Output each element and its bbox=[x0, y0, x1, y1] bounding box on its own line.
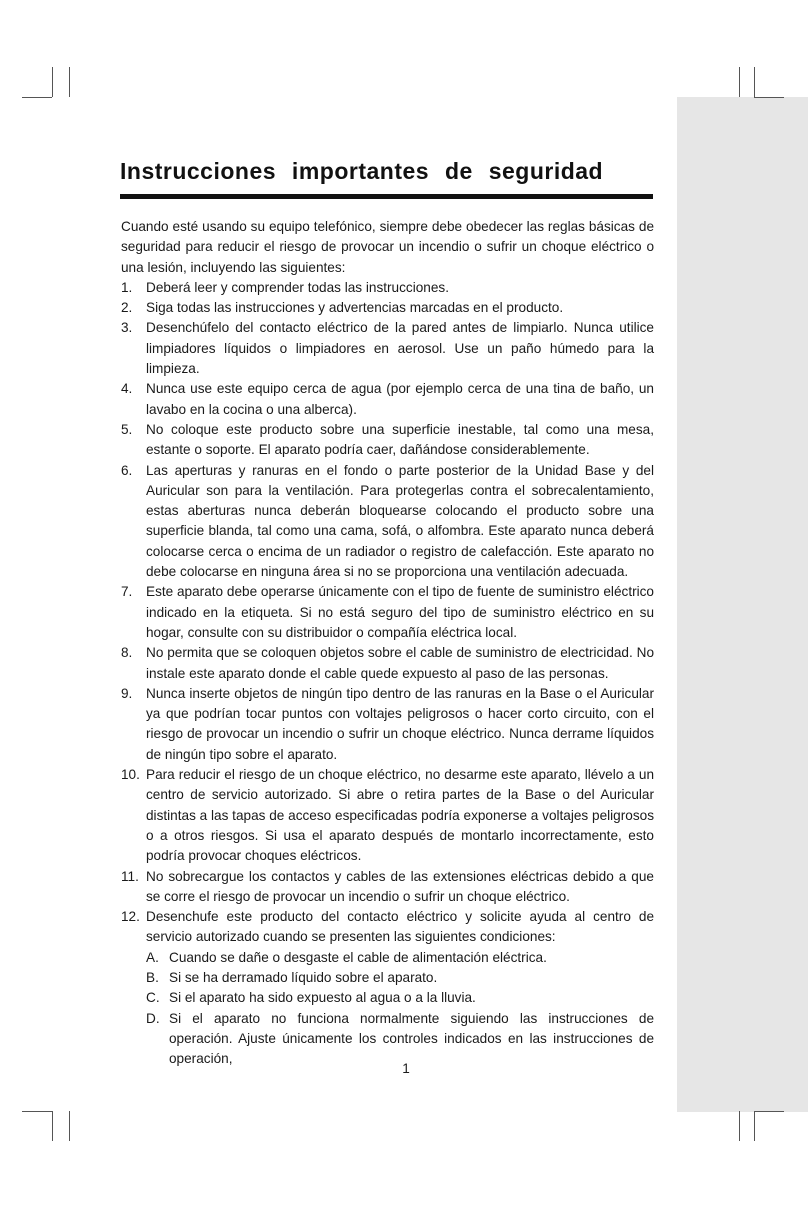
subitem-text: Cuando se dañe o desgaste el cable de alimentación eléctrica. bbox=[169, 949, 547, 965]
item-text: Las aperturas y ranuras en el fondo o parte posterior de la Unidad Base y del Auricular son para la ventilación. Para protegerlas contra el sobrecalentamiento, estas aberturas nunca deberán bloquearse colocando el producto sobre una superficie blanda, tal como una cama, sofá, o alfombra. Este aparato nunca deberá colocarse cerca o encima de un radiador o registro de calefacción. Este aparato no debe colocarse en ninguna área si no se proporciona una ventilación adecuada. bbox=[146, 462, 654, 580]
crop-mark bbox=[22, 97, 52, 98]
list-item bbox=[121, 643, 654, 684]
side-margin-band bbox=[677, 97, 808, 1112]
item-text: No sobrecargue los contactos y cables de las extensiones eléctricas debido a que se corre el riesgo de provocar un incendio o sufrir un choque eléctrico. bbox=[146, 868, 654, 904]
item-text: No permita que se coloquen objetos sobre el cable de suministro de electricidad. No instale este aparato donde el cable quede expuesto al paso de las personas. bbox=[146, 645, 654, 681]
sublist-item bbox=[146, 968, 654, 988]
item-text: Nunca inserte objetos de ningún tipo dentro de las ranuras en la Base o el Auricular ya que podrían tocar puntos con voltajes peligrosos o hacer corto circuito, con el riesgo de provocar un incendio o sufrir un choque eléctrico. Nunca derrame líquidos de ningún tipo sobre el aparato. bbox=[146, 685, 654, 762]
document-body bbox=[121, 217, 654, 1069]
crop-mark bbox=[52, 1111, 53, 1141]
crop-mark bbox=[69, 1111, 70, 1141]
list-item bbox=[121, 684, 654, 765]
item-text: No coloque este producto sobre una superficie inestable, tal como una mesa, estante o soporte. El aparato podría caer, dañándose considerablemente. bbox=[146, 421, 654, 458]
item-number: 10. bbox=[121, 767, 140, 783]
item-number: 7. bbox=[121, 584, 133, 600]
item-text: Este aparato debe operarse únicamente con el tipo de fuente de suministro eléctrico indicado en la etiqueta. Si no está seguro del tipo de suministro eléctrico en su hogar, consulte con su distribuidor o compañía eléctrica local. bbox=[146, 584, 654, 640]
item-number: 5. bbox=[121, 421, 133, 437]
page-number: 1 bbox=[402, 1061, 410, 1076]
crop-mark bbox=[739, 1111, 740, 1141]
list-item bbox=[121, 907, 654, 1069]
item-number: 1. bbox=[121, 279, 133, 295]
item-text: Nunca use este equipo cerca de agua (por ejemplo cerca de una tina de baño, un lavabo en la cocina o una alberca). bbox=[146, 381, 654, 417]
sublist-item bbox=[146, 948, 654, 968]
subitem-text: Si se ha derramado líquido sobre el aparato. bbox=[169, 969, 438, 985]
item-number: 4. bbox=[121, 381, 133, 397]
conditions-sublist bbox=[146, 948, 654, 1070]
item-text: Siga todas las instrucciones y advertencias marcadas en el producto. bbox=[146, 300, 564, 316]
item-text: Desenchufe este producto del contacto eléctrico y solicite ayuda al centro de servicio autorizado cuando se presenten las siguientes condiciones: bbox=[146, 909, 654, 945]
item-number: 3. bbox=[121, 320, 133, 336]
list-item bbox=[121, 298, 654, 318]
crop-mark bbox=[754, 67, 755, 97]
list-item bbox=[121, 765, 654, 866]
subitem-text: Si el aparato ha sido expuesto al agua o a la lluvia. bbox=[169, 990, 476, 1006]
crop-mark bbox=[22, 1111, 52, 1112]
list-item bbox=[121, 582, 654, 643]
item-number: 8. bbox=[121, 645, 133, 661]
intro-paragraph: Cuando esté usando su equipo telefónico, siempre debe obedecer las reglas básicas de seguridad para reducir el riesgo de provocar un incendio o sufrir un choque eléctrico o una lesión, incluyendo las siguientes: bbox=[121, 219, 654, 275]
list-item bbox=[121, 867, 654, 908]
safety-instructions-list bbox=[121, 278, 654, 1070]
item-text: Desenchúfelo del contacto eléctrico de la pared antes de limpiarlo. Nunca utilice limpiadores líquidos o limpiadores en aerosol. Use un paño húmedo para la limpieza. bbox=[146, 320, 654, 377]
page-title: Instrucciones importantes de seguridad bbox=[120, 158, 604, 184]
list-item bbox=[121, 420, 654, 461]
subitem-letter: B. bbox=[146, 969, 159, 985]
crop-mark bbox=[754, 1111, 784, 1112]
item-number: 12. bbox=[121, 909, 140, 925]
list-item bbox=[121, 278, 654, 298]
item-number: 9. bbox=[121, 685, 133, 701]
sublist-item bbox=[146, 988, 654, 1008]
item-number: 2. bbox=[121, 300, 133, 316]
crop-mark bbox=[69, 67, 70, 97]
subitem-text: Si el aparato no funciona normalmente siguiendo las instrucciones de operación. Ajuste únicamente los controles indicados en las instrucciones de operación, bbox=[169, 1010, 654, 1067]
subitem-letter: D. bbox=[146, 1010, 160, 1026]
crop-mark bbox=[52, 67, 53, 97]
subitem-letter: A. bbox=[146, 949, 159, 965]
crop-mark bbox=[739, 67, 740, 97]
crop-mark bbox=[754, 1111, 755, 1141]
list-item bbox=[121, 461, 654, 583]
item-number: 6. bbox=[121, 462, 133, 478]
crop-mark bbox=[754, 97, 784, 98]
list-item bbox=[121, 318, 654, 379]
title-underline bbox=[120, 194, 653, 199]
item-text: Deberá leer y comprender todas las instrucciones. bbox=[146, 279, 449, 295]
subitem-letter: C. bbox=[146, 990, 160, 1006]
item-text: Para reducir el riesgo de un choque eléctrico, no desarme este aparato, llévelo a un centro de servicio autorizado. Si abre o retira partes de la Base o del Auricular distintas a las tapas de acceso especificadas podría exponerse a voltajes peligrosos o a otros riesgos. Si usa el aparato después de montarlo incorrectamente, esto podría provocar choques eléctricos. bbox=[146, 767, 654, 864]
item-number: 11. bbox=[121, 868, 139, 884]
list-item bbox=[121, 379, 654, 420]
